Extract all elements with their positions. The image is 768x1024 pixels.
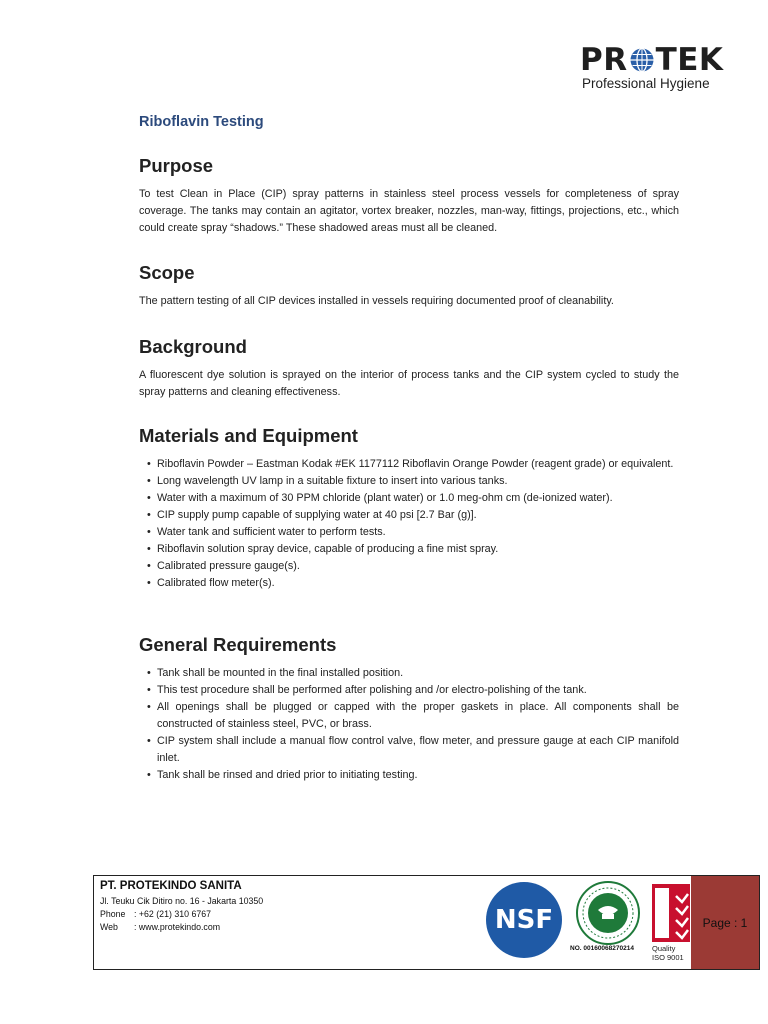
background-section xyxy=(139,336,679,401)
background-heading: Background xyxy=(139,336,247,357)
list-item: • This test procedure shall be performed after polishing and /or electro-polishing of the tank. xyxy=(139,682,679,699)
list-item: • Calibrated flow meter(s). xyxy=(139,575,679,592)
nsf-logo xyxy=(486,882,562,958)
scope-heading: Scope xyxy=(139,262,195,283)
company-info xyxy=(100,880,263,934)
materials-list xyxy=(139,456,679,592)
iso-quality-label: Quality xyxy=(652,944,676,953)
background-text: A fluorescent dye solution is sprayed on the interior of process tanks and the CIP system cycled to study the spray patterns and cleaning effectiveness. xyxy=(139,369,679,398)
logo-wordmark xyxy=(580,44,730,76)
list-item: • CIP system shall include a manual flow control valve, flow meter, and pressure gauge at each CIP manifold inlet. xyxy=(139,733,679,767)
iso-label xyxy=(652,944,684,962)
nsf-label: NSF xyxy=(494,905,554,935)
list-item: • Tank shall be rinsed and dried prior to initiating testing. xyxy=(139,767,679,784)
general-requirements-section xyxy=(139,634,679,784)
purpose-section xyxy=(139,155,679,237)
halal-seal-icon xyxy=(572,880,644,946)
list-item: • Water tank and sufficient water to perform tests. xyxy=(139,524,679,541)
logo-word-left: PR xyxy=(580,42,628,78)
globe-icon xyxy=(629,47,655,73)
page-number: Page : 1 xyxy=(702,915,748,930)
web-label: Web xyxy=(100,922,118,932)
list-item: • Calibrated pressure gauge(s). xyxy=(139,558,679,575)
scope-section xyxy=(139,262,679,310)
company-phone xyxy=(100,908,263,921)
phone-value: : +62 (21) 310 6767 xyxy=(134,909,212,919)
iso-standard-label: ISO 9001 xyxy=(652,953,684,962)
materials-heading: Materials and Equipment xyxy=(139,425,358,446)
company-address: Jl. Teuku Cik Ditiro no. 16 - Jakarta 10350 xyxy=(100,896,264,906)
document-title: Riboflavin Testing xyxy=(139,114,264,130)
company-name: PT. PROTEKINDO SANITA xyxy=(100,880,242,892)
list-item: • All openings shall be plugged or capped with the proper gaskets in place. All components shall be constructed of stainless steel, PVC, or brass. xyxy=(139,699,679,733)
materials-section xyxy=(139,425,679,592)
phone-label: Phone xyxy=(100,909,126,919)
list-item: • Long wavelength UV lamp in a suitable fixture to insert into various tanks. xyxy=(139,473,679,490)
page-number-box xyxy=(691,876,759,969)
list-item: • Riboflavin solution spray device, capable of producing a fine mist spray. xyxy=(139,541,679,558)
purpose-heading: Purpose xyxy=(139,155,214,176)
protek-logo xyxy=(580,44,730,91)
logo-subtitle: Professional Hygiene xyxy=(582,76,710,91)
general-requirements-list xyxy=(139,665,679,784)
company-web xyxy=(100,921,263,934)
scope-text: The pattern testing of all CIP devices installed in vessels requiring documented proof of cleanability. xyxy=(139,295,614,307)
page-footer xyxy=(93,875,760,970)
list-item: • Water with a maximum of 30 PPM chloride (plant water) or 1.0 meg-ohm cm (de-ionized water). xyxy=(139,490,679,507)
iso-certified-badge-icon xyxy=(652,884,690,942)
logo-word-right: TEK xyxy=(655,42,724,78)
halal-certificate-number: NO. 00160068270214 xyxy=(570,945,634,952)
list-item: • CIP supply pump capable of supplying water at 40 psi [2.7 Bar (g)]. xyxy=(139,507,679,524)
general-requirements-heading: General Requirements xyxy=(139,634,337,655)
list-item: • Tank shall be mounted in the final installed position. xyxy=(139,665,679,682)
purpose-text: To test Clean in Place (CIP) spray patterns in stainless steel process vessels for completeness of spray coverage. The tanks may contain an agitator, vortex breaker, nozzles, man-way, fittings, projections, etc., which could create spray “shadows.” These shadowed areas must all be cleaned. xyxy=(139,188,679,234)
web-value: : www.protekindo.com xyxy=(134,922,221,932)
list-item: • Riboflavin Powder – Eastman Kodak #EK 1177112 Riboflavin Orange Powder (reagent grade) or equivalent. xyxy=(139,456,679,473)
